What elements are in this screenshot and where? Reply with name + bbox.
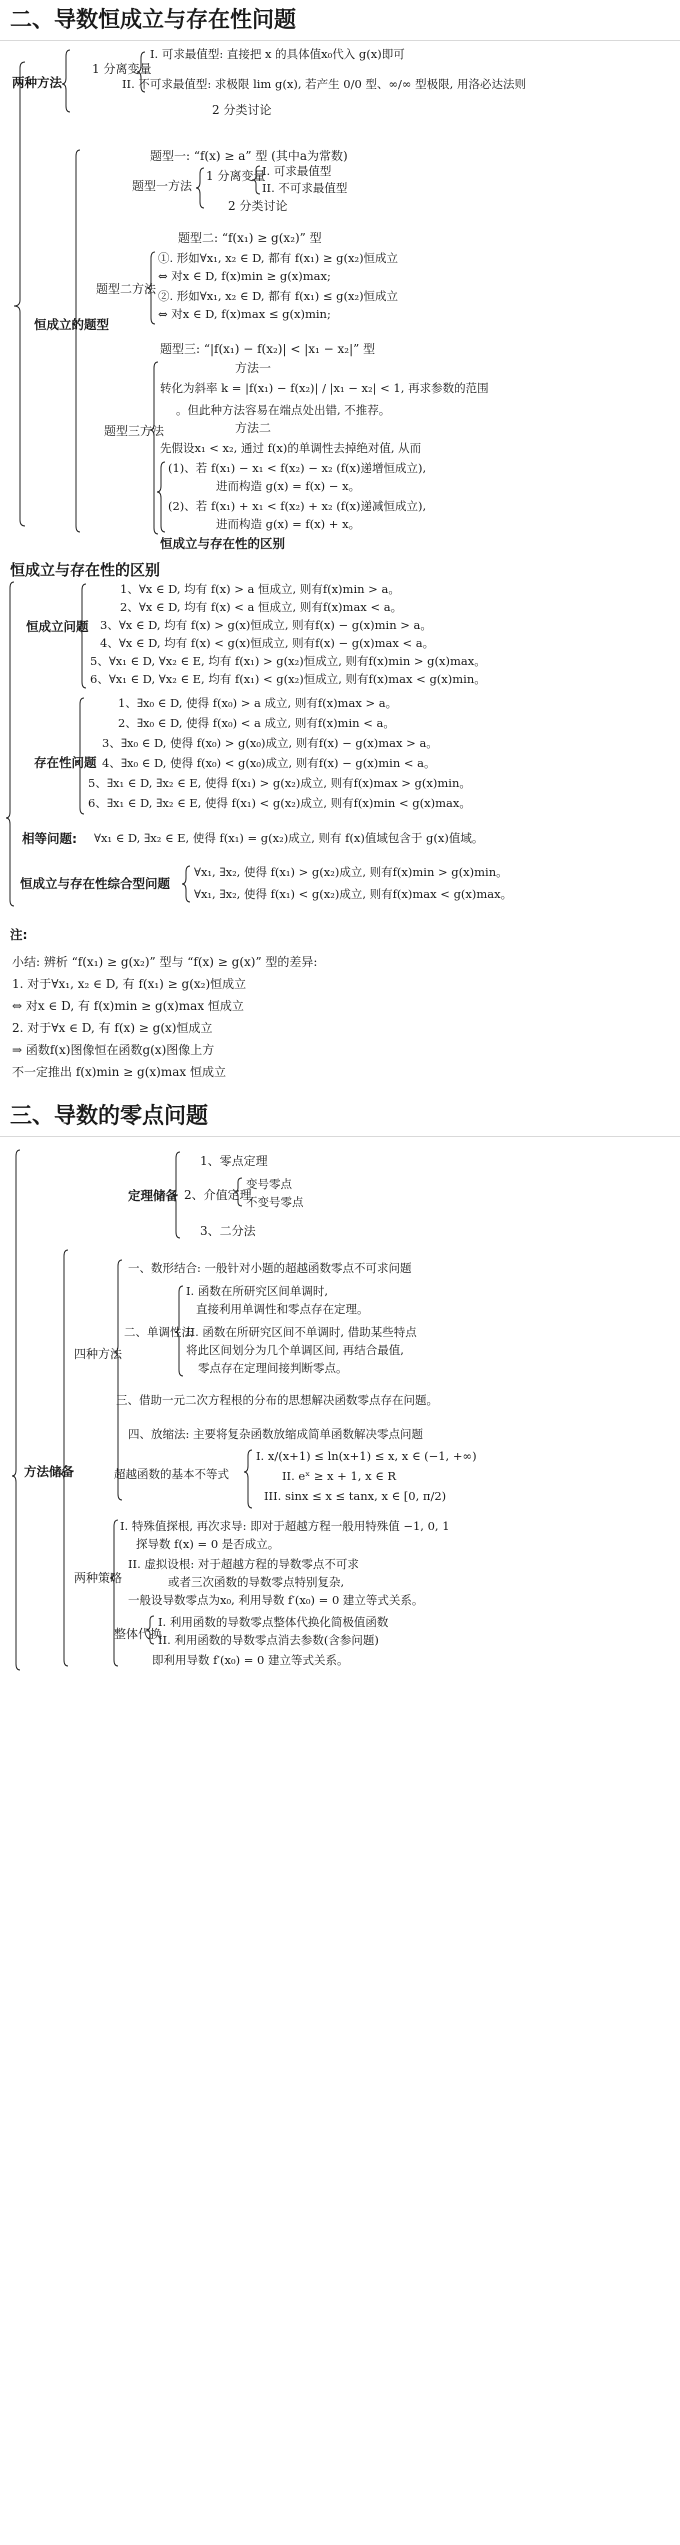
brace-type-3-cases xyxy=(157,462,165,532)
brace-type-3 xyxy=(150,362,158,534)
note-line-2: 1. 对于∀x₁, x₂ ∈ D, 有 f(x₁) ≥ g(x₂)恒成立 xyxy=(12,977,247,991)
method-3: 三、借助一元二次方程根的分布的思想解决函数零点存在问题。 xyxy=(116,1393,438,1407)
brace-methods xyxy=(60,1250,68,1666)
theory-2-a: 变号零点 xyxy=(246,1177,292,1191)
strategy-i-a: I. 特殊值探根, 再次求导: 即对于超越方程一般用特殊值 −1, 0, 1 xyxy=(120,1519,450,1533)
note-line-3: ⇔ 对x ∈ D, 有 f(x)min ≥ g(x)max 恒成立 xyxy=(12,999,244,1013)
brace-separate xyxy=(137,52,145,92)
brace-type-1 xyxy=(196,168,204,208)
note-line-4: 2. 对于∀x ∈ D, 有 f(x) ≥ g(x)恒成立 xyxy=(12,1021,213,1035)
inequality-2: II. eˣ ≥ x + 1, x ∈ R xyxy=(282,1469,397,1483)
type-3-line-4: (1)、若 f(x₁) − x₁ < f(x₂) − x₂ (f(x)递增恒成立), xyxy=(168,461,427,475)
type-1-method: 题型一方法 xyxy=(132,179,193,193)
classify-discuss-label: 2 分类讨论 xyxy=(212,103,272,117)
type-3-line-2: 。但此种方法容易在端点处出错, 不推荐。 xyxy=(176,403,391,417)
whole-tail: 即利用导数 f′(x₀) = 0 建立等式关系。 xyxy=(152,1653,349,1667)
type-3-line-1: 转化为斜率 k = |f(x₁) − f(x₂)| / |x₁ − x₂| < 1, 再求参数的范围 xyxy=(160,381,489,395)
note-line-5: ⇒ 函数f(x)图像恒在函数g(x)图像上方 xyxy=(12,1043,215,1057)
whole-ii: II. 利用函数的导数零点消去参数(含参问题) xyxy=(158,1633,379,1647)
type-3-tail: 恒成立与存在性的区别 xyxy=(160,536,286,551)
separate-variable-label: 1 分离变量 xyxy=(92,62,152,76)
two-methods-label: 两种方法 xyxy=(12,75,63,90)
section-3-title: 三、导数的零点问题 xyxy=(10,1104,209,1129)
exists-1: 1、∃x₀ ∈ D, 使得 f(x₀) > a 成立, 则有f(x)max > a。 xyxy=(118,696,398,710)
type-1-i: I. 可求最值型 xyxy=(262,164,332,178)
brace-two-methods xyxy=(62,50,70,112)
inequality-3: III. sinx ≤ x ≤ tanx, x ∈ [0, π/2) xyxy=(264,1489,447,1503)
separate-ii-text: II. 不可求最值型: 求极限 lim g(x), 若产生 0/0 型、∞/∞ 型极限, 用洛必达法则 xyxy=(122,77,526,91)
forall-2: 2、∀x ∈ D, 均有 f(x) < a 恒成立, 则有f(x)max < a。 xyxy=(120,600,403,614)
forall-label: 恒成立问题 xyxy=(26,619,89,634)
types-label: 恒成立的题型 xyxy=(34,317,110,332)
forall-3: 3、∀x ∈ D, 均有 f(x) > g(x)恒成立, 则有f(x) − g(x)min > a。 xyxy=(100,618,432,632)
brace-types xyxy=(72,150,80,532)
type-1-separate: 1 分离变量 xyxy=(206,169,266,183)
brace-theory-2 xyxy=(234,1178,242,1206)
type-2-line-3: ②. 形如∀x₁, x₂ ∈ D, 都有 f(x₁) ≤ g(x₂)恒成立 xyxy=(158,289,399,303)
method-2-i-a: I. 函数在所研究区间单调时, xyxy=(186,1284,329,1298)
brace-section-2 xyxy=(14,62,25,526)
strategy-ii-c: 一般设导数零点为x₀, 利用导数 f′(x₀) = 0 建立等式关系。 xyxy=(128,1593,424,1607)
theory-2: 2、介值定理 xyxy=(184,1188,252,1202)
type-2-title: 题型二: “f(x₁) ≥ g(x₂)” 型 xyxy=(178,231,322,245)
whole-i: I. 利用函数的导数零点整体代换化简极值函数 xyxy=(158,1615,389,1629)
type-3-method: 题型三方法 xyxy=(104,424,165,438)
brace-theory xyxy=(172,1152,180,1238)
type-2-method: 题型二方法 xyxy=(96,282,157,296)
method-2-i-b: 直接利用单调性和零点存在定理。 xyxy=(196,1302,369,1316)
type-3-line-6: (2)、若 f(x₁) + x₁ < f(x₂) + x₂ (f(x)递减恒成立), xyxy=(168,499,427,513)
inequality-label: 超越函数的基本不等式 xyxy=(114,1467,229,1481)
theory-1: 1、零点定理 xyxy=(200,1154,268,1168)
type-1-title: 题型一: “f(x) ≥ a” 型 (其中a为常数) xyxy=(150,149,348,163)
brace-forall xyxy=(78,584,86,688)
type-3-title: 题型三: “|f(x₁) − f(x₂)| < |x₁ − x₂|” 型 xyxy=(160,342,376,356)
exists-5: 5、∃x₁ ∈ D, ∃x₂ ∈ E, 使得 f(x₁) > g(x₂)成立, 则有f(x)max > g(x)min。 xyxy=(88,776,471,790)
separate-i-text: I. 可求最值型: 直接把 x 的具体值x₀代入 g(x)即可 xyxy=(150,47,405,61)
type-3-line-5: 进而构造 g(x) = f(x) − x。 xyxy=(216,479,361,493)
exists-4: 4、∃x₀ ∈ D, 使得 f(x₀) < g(x₀)成立, 则有f(x) − g(x)min < a。 xyxy=(102,756,436,770)
brace-difference xyxy=(6,582,14,906)
note-line-1: 小结: 辨析 “f(x₁) ≥ g(x₂)” 型与 “f(x) ≥ g(x)” 型的差异: xyxy=(12,955,318,969)
type-2-line-2: ⇔ 对x ∈ D, f(x)min ≥ g(x)max; xyxy=(158,269,331,283)
forall-6: 6、∀x₁ ∈ D, ∀x₂ ∈ E, 均有 f(x₁) < g(x₂)恒成立, 则有f(x)max < g(x)min。 xyxy=(90,672,486,686)
forall-5: 5、∀x₁ ∈ D, ∀x₂ ∈ E, 均有 f(x₁) > g(x₂)恒成立, 则有f(x)min > g(x)max。 xyxy=(90,654,486,668)
method-4: 四、放缩法: 主要将复杂函数放缩成简单函数解决零点问题 xyxy=(128,1427,424,1441)
equal-text: ∀x₁ ∈ D, ∃x₂ ∈ E, 使得 f(x₁) = g(x₂)成立, 则有 f(x)值域包含于 g(x)值域。 xyxy=(94,831,484,845)
difference-title: 恒成立与存在性的区别 xyxy=(10,561,161,579)
type-2-line-1: ①. 形如∀x₁, x₂ ∈ D, 都有 f(x₁) ≥ g(x₂)恒成立 xyxy=(158,251,399,265)
forall-1: 1、∀x ∈ D, 均有 f(x) > a 恒成立, 则有f(x)min > a。 xyxy=(120,582,400,596)
brace-whole xyxy=(146,1616,154,1644)
type-1-classify: 2 分类讨论 xyxy=(228,199,288,213)
brace-type-2 xyxy=(147,252,155,324)
brace-exists xyxy=(76,698,84,814)
exists-3: 3、∃x₀ ∈ D, 使得 f(x₀) > g(x₀)成立, 则有f(x) − g(x)max > a。 xyxy=(102,736,438,750)
combo-1: ∀x₁, ∃x₂, 使得 f(x₁) > g(x₂)成立, 则有f(x)min > g(x)min。 xyxy=(194,865,508,879)
combo-label: 恒成立与存在性综合型问题 xyxy=(20,876,171,891)
note-title: 注: xyxy=(10,927,28,942)
method-label: 方法储备 xyxy=(24,1464,75,1479)
method-2-ii-b: 将此区间划分为几个单调区间, 再结合最值, xyxy=(186,1343,404,1357)
brace-monotonic xyxy=(175,1286,183,1376)
equal-label: 相等问题: xyxy=(22,831,77,846)
two-strategies-label: 两种策略 xyxy=(74,1571,123,1585)
brace-combo xyxy=(182,866,190,902)
whole-label: 整体代换 xyxy=(114,1627,163,1641)
exists-6: 6、∃x₁ ∈ D, ∃x₂ ∈ E, 使得 f(x₁) < g(x₂)成立, 则有f(x)min < g(x)max。 xyxy=(88,796,471,810)
method-2-ii-c: 零点存在定理间接判断零点。 xyxy=(198,1361,348,1375)
method-2-label: 二、单调性法 xyxy=(124,1325,193,1339)
type-1-ii: II. 不可求最值型 xyxy=(262,181,348,195)
brace-section-3 xyxy=(12,1150,20,1670)
type-3-method-1: 方法一 xyxy=(235,361,272,375)
type-3-method-2: 方法二 xyxy=(235,421,272,435)
note-line-6: 不一定推出 f(x)min ≥ g(x)max 恒成立 xyxy=(12,1065,226,1079)
forall-4: 4、∀x ∈ D, 均有 f(x) < g(x)恒成立, 则有f(x) − g(x)max < a。 xyxy=(100,636,435,650)
exists-label: 存在性问题 xyxy=(34,755,97,770)
brace-four-methods xyxy=(114,1260,122,1500)
method-1: 一、数形结合: 一般针对小题的超越函数零点不可求问题 xyxy=(128,1261,412,1275)
theory-3: 3、二分法 xyxy=(200,1224,256,1238)
method-2-ii-a: II. 函数在所研究区间不单调时, 借助某些特点 xyxy=(186,1325,417,1339)
brace-strategies xyxy=(110,1520,118,1666)
combo-2: ∀x₁, ∃x₂, 使得 f(x₁) < g(x₂)成立, 则有f(x)max < g(x)max。 xyxy=(194,887,513,901)
exists-2: 2、∃x₀ ∈ D, 使得 f(x₀) < a 成立, 则有f(x)min < a。 xyxy=(118,716,395,730)
type-3-line-7: 进而构造 g(x) = f(x) + x。 xyxy=(216,517,361,531)
inequality-1: I. x/(x+1) ≤ ln(x+1) ≤ x, x ∈ (−1, +∞) xyxy=(256,1449,477,1463)
strategy-ii-a: II. 虚拟设根: 对于超越方程的导数零点不可求 xyxy=(128,1557,359,1571)
brace-type-1-separate xyxy=(252,166,260,194)
theory-label: 定理储备 xyxy=(128,1188,179,1203)
type-2-line-4: ⇔ 对x ∈ D, f(x)max ≤ g(x)min; xyxy=(158,307,331,321)
brace-inequalities xyxy=(244,1450,252,1508)
strategy-ii-b: 或者三次函数的导数零点特别复杂, xyxy=(168,1575,345,1589)
section-2-title: 二、导数恒成立与存在性问题 xyxy=(10,8,297,33)
type-3-line-3: 先假设x₁ < x₂, 通过 f(x)的单调性去掉绝对值, 从而 xyxy=(160,441,422,455)
four-methods-label: 四种方法 xyxy=(74,1347,123,1361)
theory-2-b: 不变号零点 xyxy=(246,1195,304,1209)
strategy-i-b: 探导数 f(x) = 0 是否成立。 xyxy=(136,1537,280,1551)
